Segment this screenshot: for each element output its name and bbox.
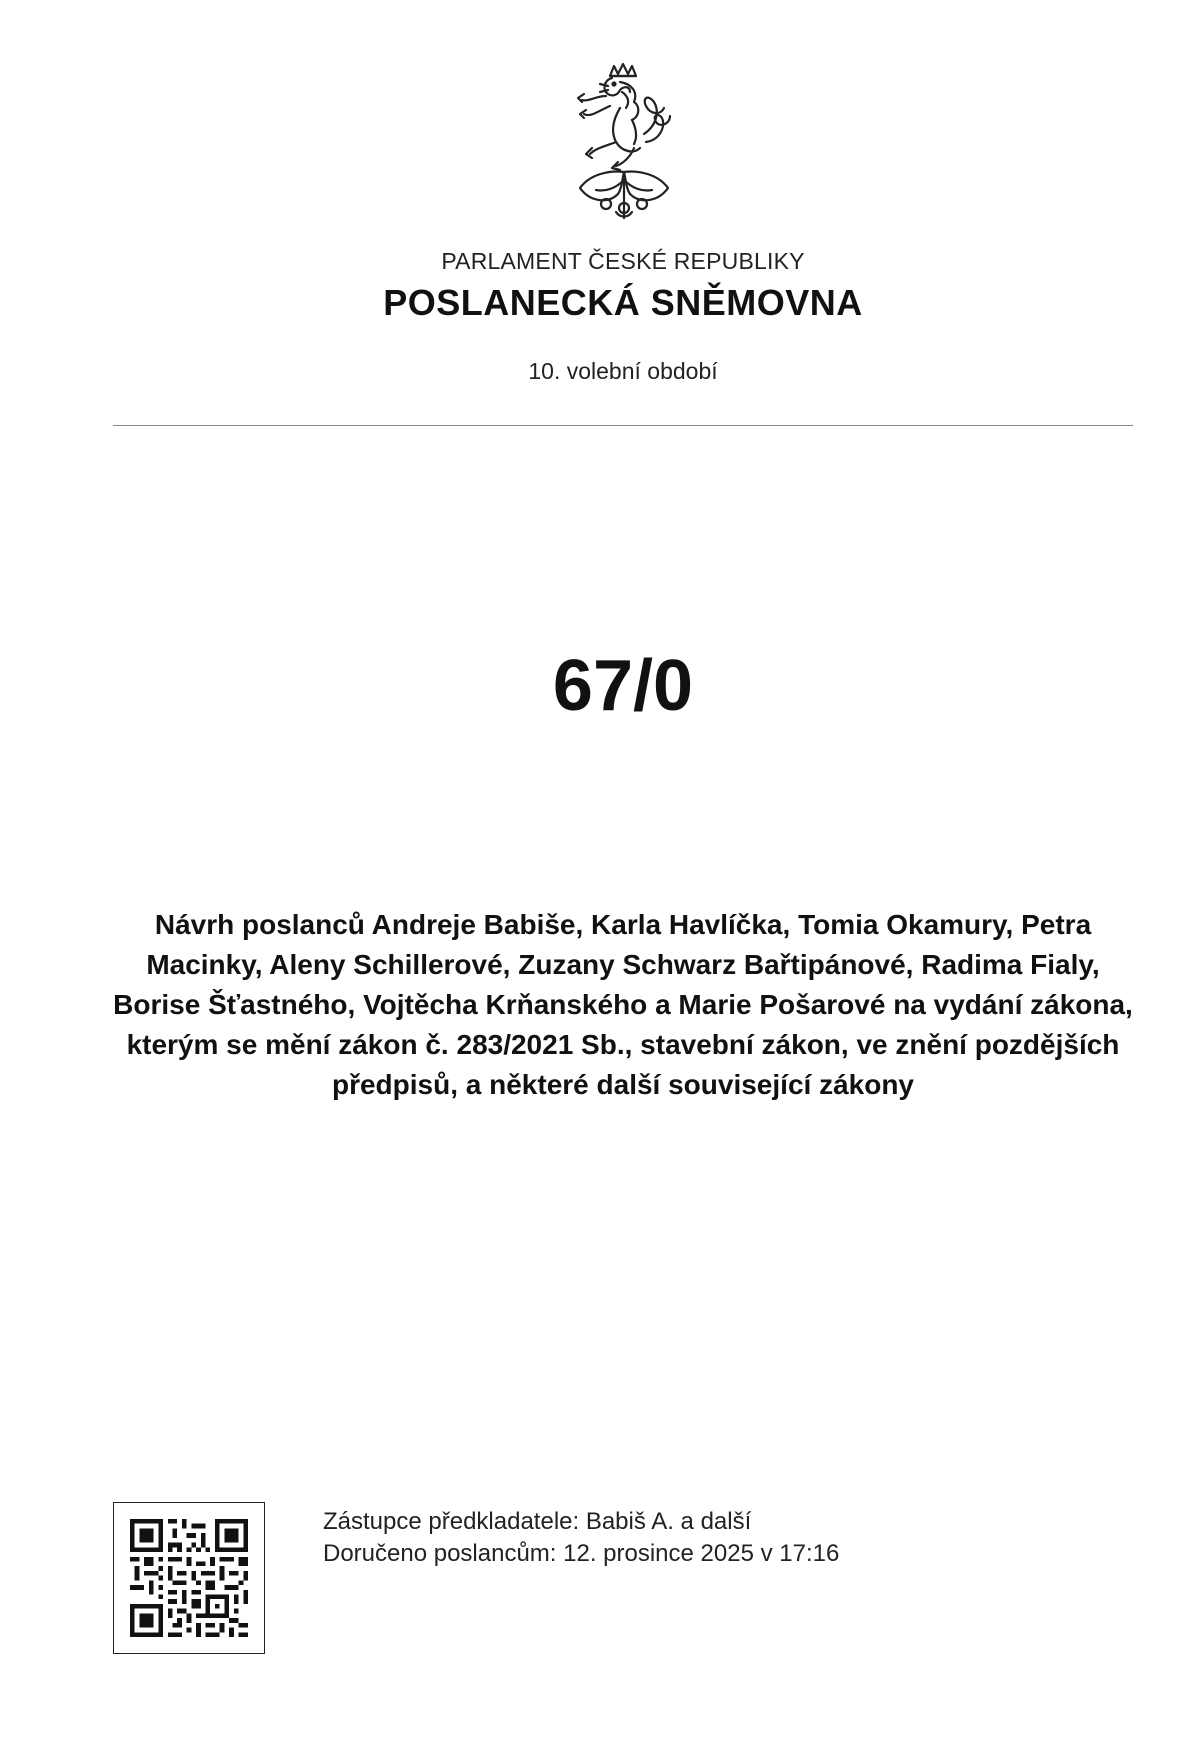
czech-lion-emblem-icon (560, 62, 688, 222)
institution-name: PARLAMENT ČESKÉ REPUBLIKY (441, 248, 805, 274)
representative-line: Zástupce předkladatele: Babiš A. a další (323, 1508, 752, 1535)
qr-code-icon (130, 1519, 248, 1637)
document-title: Návrh poslanců Andreje Babiše, Karla Havlíčka, Tomia Okamury, Petra Macinky, Aleny Schillerové, Zuzany Schwarz Bařtipánové, Radima Fialy, Borise Šťastného, Vojtěcha Krňanského a Marie Pošarové na vydání zákona, kterým se mění zákon č. 283/2021 Sb., stavební zákon, ve znění pozdějších předpisů, a některé další související zákony (113, 909, 1133, 1100)
qr-code-frame (113, 1502, 265, 1654)
submission-info (323, 1506, 839, 1570)
electoral-term: 10. volební období (528, 358, 718, 384)
document-number: 67/0 (552, 646, 694, 726)
chamber-name: POSLANECKÁ SNĚMOVNA (383, 282, 863, 323)
header-divider (113, 425, 1133, 426)
delivered-line: Doručeno poslancům: 12. prosince 2025 v 17:16 (323, 1540, 840, 1567)
